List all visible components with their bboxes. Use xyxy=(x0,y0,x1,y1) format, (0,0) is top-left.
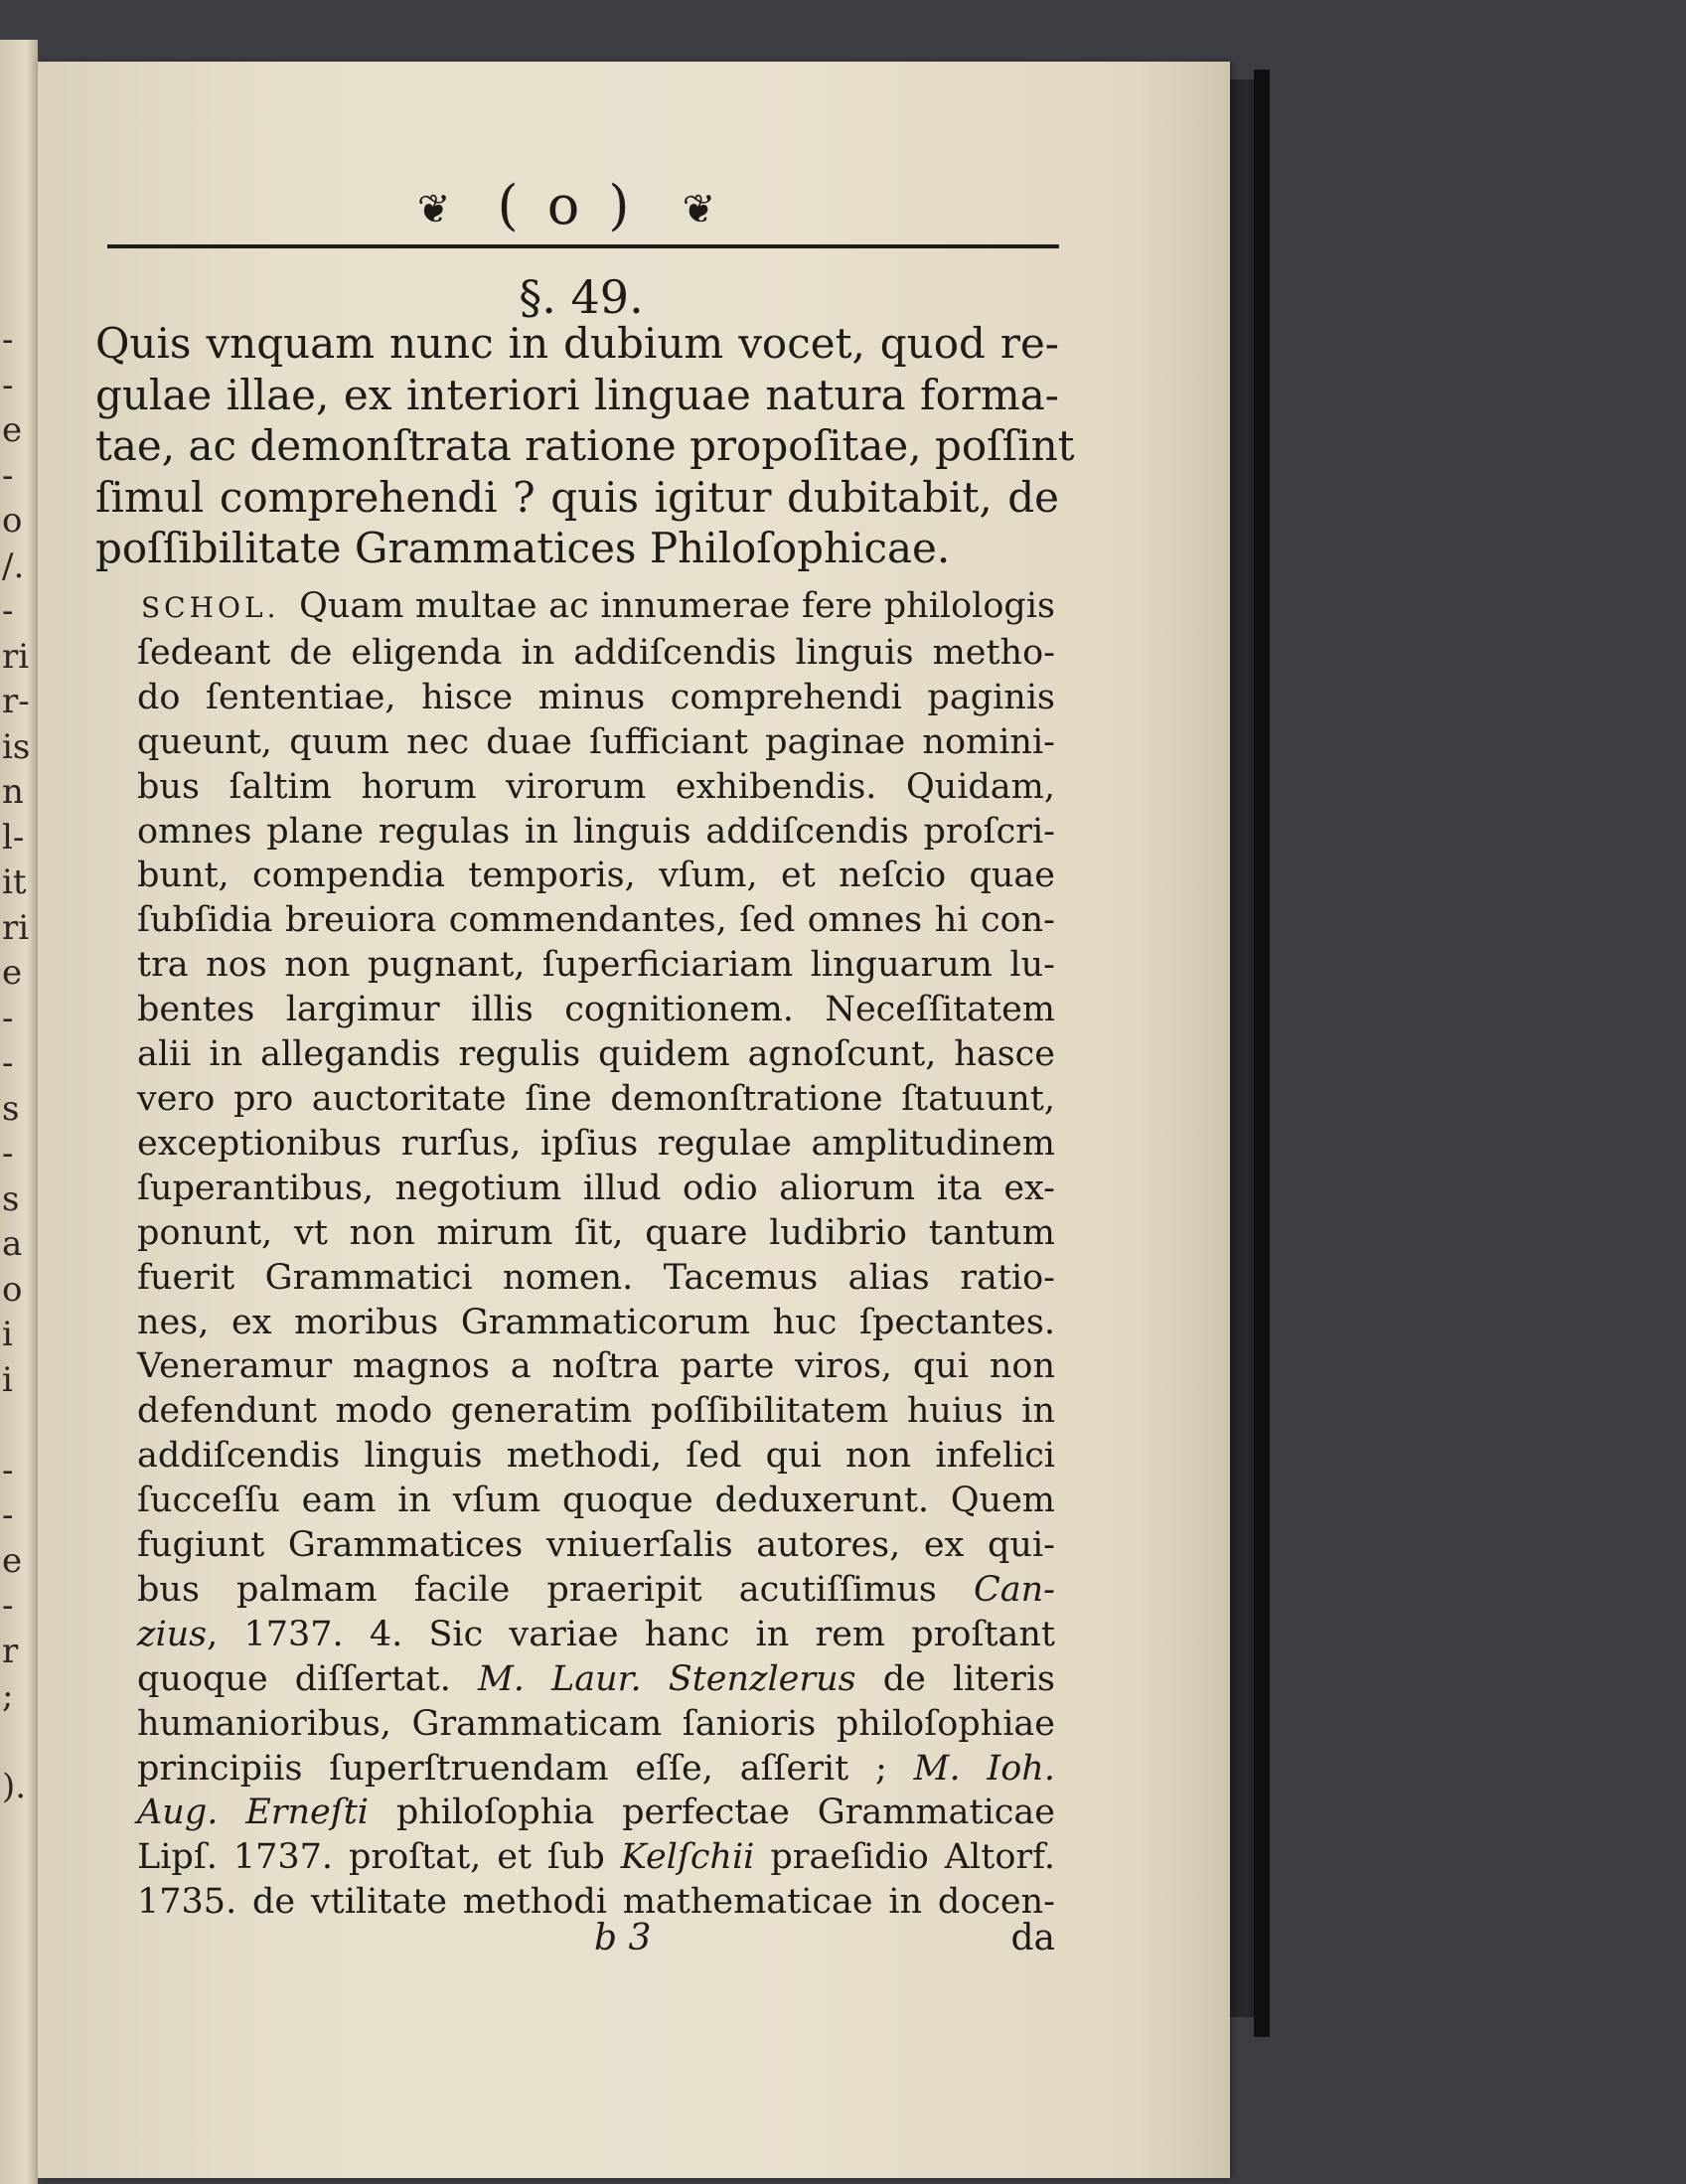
facing-page-fragment: - xyxy=(2,1495,14,1535)
scholium-block xyxy=(137,584,1055,1925)
facing-page-fragments xyxy=(2,318,34,1855)
scholium-label: SCHOL. xyxy=(141,591,280,624)
text-line: Lipſ. 1737. proſtat, et ſub Kelſchii praeſidio Altorf. xyxy=(137,1837,1055,1878)
facing-page-fragment: ; xyxy=(2,1676,14,1716)
text-line: nes, ex moribus Grammaticorum huc ſpectantes. xyxy=(137,1302,1055,1342)
text-line: tra nos non pugnant, ſuperficiariam linguarum lu- xyxy=(137,945,1055,986)
facing-page-fragment: it xyxy=(2,862,27,902)
facing-page-fragment: - xyxy=(2,1043,14,1083)
ornament-left-icon: ❦ xyxy=(416,187,451,233)
facing-page-fragment: s xyxy=(2,1088,20,1129)
page-header xyxy=(70,174,1063,234)
text-line: bus palmam facile praeripit acutiſſimus Can- xyxy=(137,1569,1055,1610)
facing-page-fragment: /. xyxy=(2,546,25,586)
section-number: §. 49. xyxy=(519,270,644,324)
facing-page-fragment: e xyxy=(2,1540,23,1581)
text-line: ſedeant de eligenda in addiſcendis linguis metho- xyxy=(137,632,1055,673)
facing-page-fragment: o xyxy=(2,1269,23,1310)
catchword: da xyxy=(1010,1918,1055,1958)
signature-mark: b 3 xyxy=(594,1918,652,1958)
text-line: fuerit Grammatici nomen. Tacemus alias ratio- xyxy=(137,1257,1055,1298)
facing-page-fragment xyxy=(2,1403,34,1449)
header-rule xyxy=(107,244,1059,248)
facing-page-fragment: r xyxy=(2,1631,19,1671)
text-line: Veneramur magnos a noſtra parte viros, qui non xyxy=(137,1346,1055,1387)
text-line: do ſententiae, hisce minus comprehendi paginis xyxy=(137,677,1055,717)
facing-page-fragment: i xyxy=(2,1315,13,1354)
facing-page-fragment: - xyxy=(2,591,14,631)
facing-page-fragment: r- xyxy=(2,682,30,721)
text-line: bus ſaltim horum virorum exhibendis. Quidam, xyxy=(137,766,1055,807)
text-line: defendunt modo generatim poſſibilitatem huius in xyxy=(137,1391,1055,1432)
facing-page-fragment: ri xyxy=(2,636,30,677)
ornament-right-icon: ❦ xyxy=(682,187,716,233)
facing-page-edge xyxy=(0,40,38,2184)
facing-page-fragment: - xyxy=(2,998,14,1038)
facing-page-fragment xyxy=(2,1810,34,1856)
text-line: quoque diſſertat. M. Laur. Stenzlerus de literis xyxy=(137,1658,1055,1699)
text-line: ſucceſſu eam in vſum quoque deduxerunt. Quem xyxy=(137,1481,1055,1521)
text-line: tae, ac demonſtrata ratione propoſitae, poſſint xyxy=(95,421,1075,470)
text-line: Quis vnquam nunc in dubium vocet, quod re- xyxy=(95,319,1059,368)
facing-page-fragment: - xyxy=(2,1450,14,1490)
main-paragraph xyxy=(95,318,1075,574)
text-line: gulae illae, ex interiori linguae natura forma- xyxy=(95,370,1059,419)
text-line: vero pro auctoritate ſine demonſtratione ſtatuunt, xyxy=(137,1078,1055,1119)
facing-page-fragment: - xyxy=(2,365,14,405)
facing-page-fragment: - xyxy=(2,455,14,496)
facing-page-fragment: n xyxy=(2,772,24,812)
facing-page-fragment xyxy=(2,1720,34,1766)
text-line: omnes plane regulas in linguis addiſcendis proſcri- xyxy=(137,811,1055,852)
text-line: queunt, quum nec duae ſufficiant paginae nomini- xyxy=(137,721,1055,762)
scholium-first-line: SCHOL. Quam multae ac innumerae fere philologis xyxy=(141,586,1055,626)
facing-page-fragment: e xyxy=(2,953,23,993)
text-line: alii in allegandis regulis quidem agnoſcunt, hasce xyxy=(137,1034,1055,1075)
text-line: humanioribus, Grammaticam ſanioris philoſophiae xyxy=(137,1703,1055,1744)
text-line: bunt, compendia temporis, vſum, et neſcio quae xyxy=(137,856,1055,896)
facing-page-fragment: i xyxy=(2,1359,13,1400)
text-line: principiis ſuperſtruendam eſſe, aſſerit ; M. Ioh. xyxy=(137,1748,1055,1789)
scholium-lines xyxy=(137,631,1055,1568)
text-line: poſſibilitate Grammatices Philoſophicae. xyxy=(95,524,951,572)
facing-page-fragment: a xyxy=(2,1224,23,1264)
book-binding-shadow xyxy=(1254,70,1270,2037)
facing-page-fragment: - xyxy=(2,1134,14,1173)
text-line: Aug. Erneſti philoſophia perfectae Grammaticae xyxy=(137,1793,1055,1833)
facing-page-fragment: - xyxy=(2,1586,14,1626)
text-line: addiſcendis linguis methodi, ſed qui non infelici xyxy=(137,1436,1055,1477)
text-line: ſimul comprehendi ? quis igitur dubitabit, de xyxy=(95,472,1059,522)
facing-page-fragment: o xyxy=(2,501,23,541)
facing-page-fragment: l- xyxy=(2,817,25,858)
facing-page-fragment: e xyxy=(2,410,23,450)
folio-number: ( o ) xyxy=(497,174,636,236)
text-line: ponunt, vt non mirum ſit, quare ludibrio tantum xyxy=(137,1212,1055,1253)
text-line: fugiunt Grammatices vniuerſalis autores, ex qui- xyxy=(137,1525,1055,1566)
text-line: zius, 1737. 4. Sic variae hanc in rem proſtant xyxy=(137,1614,1055,1654)
facing-page-fragment: s xyxy=(2,1178,20,1219)
facing-page-fragment: - xyxy=(2,320,14,360)
page-footer xyxy=(137,1918,1055,1967)
text-line: ſubſidia breuiora commendantes, ſed omnes hi con- xyxy=(137,900,1055,941)
facing-page-fragment: ri xyxy=(2,907,30,948)
text-line: exceptionibus rurſus, ipſius regulae amplitudinem xyxy=(137,1123,1055,1164)
text-line: 1735. de vtilitate methodi mathematicae in docen- xyxy=(137,1882,1055,1923)
text-line: bentes largimur illis cognitionem. Neceſſitatem xyxy=(137,990,1055,1030)
facing-page-fragment: ). xyxy=(2,1767,27,1806)
facing-page-fragment: is xyxy=(2,726,31,767)
text-line: ſuperantibus, negotium illud odio aliorum ita ex- xyxy=(137,1168,1055,1208)
